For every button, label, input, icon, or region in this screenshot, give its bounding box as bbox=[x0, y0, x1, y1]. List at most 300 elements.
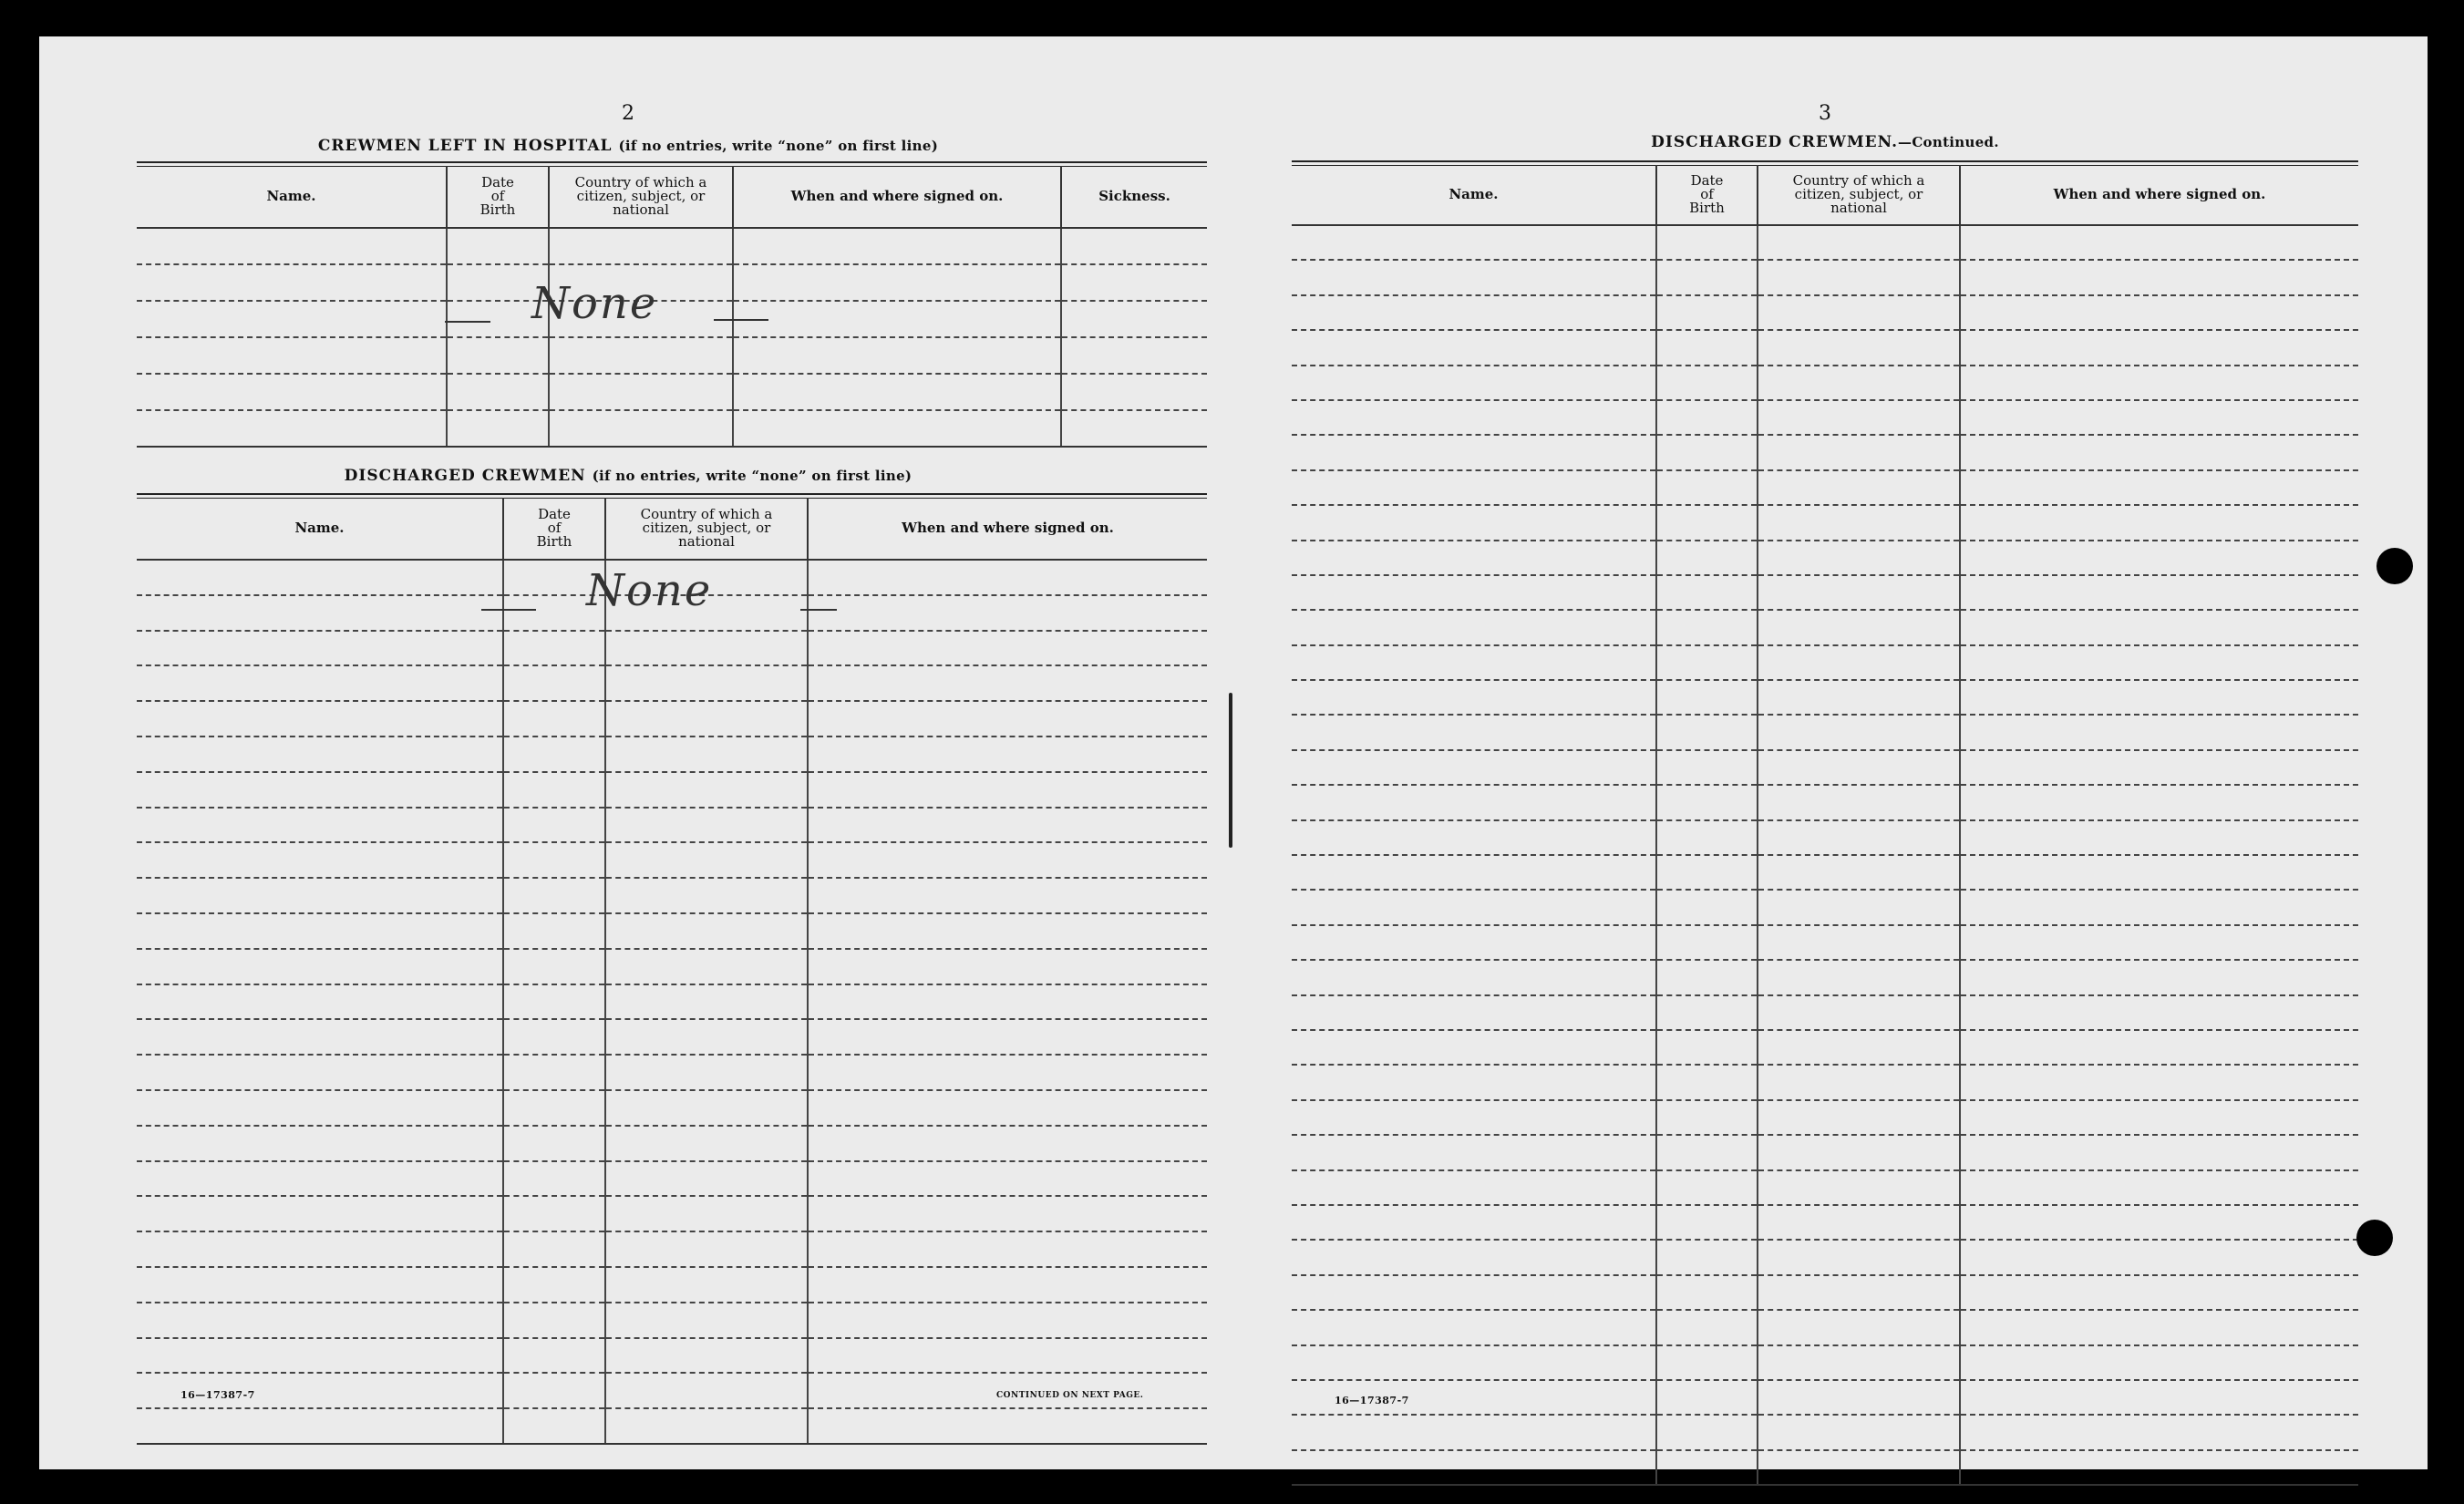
table-cell bbox=[1960, 1205, 2358, 1240]
table-cell bbox=[1960, 1380, 2358, 1415]
table-cell bbox=[808, 842, 1207, 878]
table-row bbox=[1292, 505, 2358, 540]
table-cell bbox=[808, 1338, 1207, 1374]
table-cell bbox=[1656, 1205, 1758, 1240]
table-cell bbox=[1656, 820, 1758, 855]
table-row bbox=[137, 374, 1207, 410]
table-cell bbox=[1656, 1415, 1758, 1449]
table-row bbox=[137, 1055, 1207, 1090]
table-cell bbox=[447, 374, 549, 410]
table-cell bbox=[808, 1303, 1207, 1338]
table-cell bbox=[137, 337, 447, 374]
table-cell bbox=[137, 264, 447, 301]
table-cell bbox=[1960, 610, 2358, 644]
table-cell bbox=[503, 1055, 605, 1090]
document-sheet bbox=[39, 36, 2428, 1469]
col-signed: When and where signed on. bbox=[1960, 165, 2358, 225]
table-cell bbox=[808, 1090, 1207, 1126]
table-cell bbox=[605, 1196, 808, 1231]
table-cell bbox=[1758, 995, 1960, 1030]
table-cell bbox=[808, 1161, 1207, 1197]
table-row bbox=[1292, 575, 2358, 610]
table-cell bbox=[808, 1019, 1207, 1055]
table-cell bbox=[605, 665, 808, 701]
table-row bbox=[1292, 925, 2358, 960]
table-cell bbox=[1656, 400, 1758, 435]
table-row bbox=[1292, 750, 2358, 785]
table-row bbox=[1292, 470, 2358, 505]
table-row bbox=[1292, 1380, 2358, 1415]
table-cell bbox=[1960, 1100, 2358, 1135]
table-cell bbox=[1758, 1310, 1960, 1344]
table-cell bbox=[808, 984, 1207, 1020]
table-cell bbox=[137, 410, 447, 447]
table-cell bbox=[1758, 575, 1960, 610]
table-cell bbox=[808, 1231, 1207, 1267]
table-cell bbox=[503, 772, 605, 808]
table-row bbox=[137, 631, 1207, 666]
table-cell bbox=[1292, 1065, 1656, 1099]
dash-mark bbox=[714, 319, 768, 321]
table-row bbox=[1292, 1415, 2358, 1449]
table-cell bbox=[137, 701, 503, 737]
table-cell bbox=[808, 1267, 1207, 1303]
table-cell bbox=[808, 595, 1207, 631]
hospital-note: (if no entries, write “none” on first line) bbox=[618, 138, 939, 154]
table-cell bbox=[1292, 1030, 1656, 1065]
hospital-rows bbox=[137, 228, 1207, 447]
table-cell bbox=[1656, 925, 1758, 960]
table-cell bbox=[605, 808, 808, 843]
table-cell bbox=[1960, 820, 2358, 855]
table-cell bbox=[1960, 1240, 2358, 1274]
table-cell bbox=[1292, 330, 1656, 365]
table-row bbox=[1292, 715, 2358, 749]
table-cell bbox=[1960, 1275, 2358, 1310]
table-cell bbox=[1758, 435, 1960, 469]
table-cell bbox=[733, 410, 1061, 447]
table-cell bbox=[1292, 541, 1656, 575]
table-cell bbox=[1960, 330, 2358, 365]
table-cell bbox=[1758, 1415, 1960, 1449]
table-cell bbox=[1758, 960, 1960, 994]
table-cell bbox=[137, 984, 503, 1020]
table-cell bbox=[137, 1231, 503, 1267]
fold-mark bbox=[1229, 693, 1232, 848]
table-cell bbox=[808, 560, 1207, 595]
table-cell bbox=[1656, 330, 1758, 365]
table-cell bbox=[1758, 645, 1960, 680]
table-row bbox=[1292, 680, 2358, 715]
table-cell bbox=[1758, 925, 1960, 960]
table-cell bbox=[1656, 1345, 1758, 1380]
table-cell bbox=[1292, 785, 1656, 819]
table-row bbox=[1292, 1030, 2358, 1065]
table-cell bbox=[1292, 750, 1656, 785]
table-cell bbox=[503, 665, 605, 701]
col-name: Name. bbox=[1292, 165, 1656, 225]
table-cell bbox=[1758, 820, 1960, 855]
table-cell bbox=[808, 1055, 1207, 1090]
form-code: 16—17387-7 bbox=[180, 1389, 255, 1401]
col-dob: Date of Birth bbox=[503, 498, 605, 560]
table-row bbox=[137, 878, 1207, 913]
table-row bbox=[1292, 1170, 2358, 1205]
table-cell bbox=[137, 737, 503, 772]
table-row bbox=[137, 228, 1207, 264]
table-cell bbox=[1960, 1030, 2358, 1065]
table-cell bbox=[605, 701, 808, 737]
table-cell bbox=[1292, 260, 1656, 294]
table-cell bbox=[1292, 715, 1656, 749]
table-cell bbox=[1656, 260, 1758, 294]
table-cell bbox=[1960, 715, 2358, 749]
table-row bbox=[137, 1090, 1207, 1126]
col-sickness: Sickness. bbox=[1061, 166, 1207, 228]
table-cell bbox=[137, 1267, 503, 1303]
table-cell bbox=[1292, 1345, 1656, 1380]
table-cell bbox=[1292, 1450, 1656, 1485]
table-cell bbox=[1758, 1380, 1960, 1415]
discharged-none-entry: None bbox=[586, 565, 713, 616]
table-row bbox=[137, 1196, 1207, 1231]
table-cell bbox=[1960, 575, 2358, 610]
table-cell bbox=[1758, 1135, 1960, 1169]
table-cell bbox=[605, 737, 808, 772]
punch-hole bbox=[2376, 548, 2413, 584]
table-cell bbox=[137, 665, 503, 701]
table-cell bbox=[1061, 264, 1207, 301]
table-cell bbox=[733, 264, 1061, 301]
table-cell bbox=[1292, 855, 1656, 890]
table-row bbox=[137, 665, 1207, 701]
col-dob: Date of Birth bbox=[1656, 165, 1758, 225]
table-cell bbox=[549, 374, 733, 410]
col-signed: When and where signed on. bbox=[808, 498, 1207, 560]
table-row bbox=[1292, 1100, 2358, 1135]
dash-mark bbox=[481, 609, 536, 611]
table-cell bbox=[549, 337, 733, 374]
table-cell bbox=[1960, 785, 2358, 819]
table-cell bbox=[1960, 1415, 2358, 1449]
table-cell bbox=[447, 410, 549, 447]
table-cell bbox=[733, 228, 1061, 264]
table-cell bbox=[1960, 750, 2358, 785]
table-row bbox=[137, 701, 1207, 737]
table-cell bbox=[1960, 890, 2358, 924]
table-cell bbox=[1292, 470, 1656, 505]
table-cell bbox=[1960, 1065, 2358, 1099]
table-row bbox=[137, 1338, 1207, 1374]
table-cell bbox=[1758, 366, 1960, 400]
table-cell bbox=[1292, 225, 1656, 260]
table-cell bbox=[1960, 225, 2358, 260]
table-cell bbox=[1656, 1135, 1758, 1169]
table-cell bbox=[1292, 435, 1656, 469]
table-cell bbox=[1960, 1135, 2358, 1169]
table-cell bbox=[503, 701, 605, 737]
dash-mark bbox=[800, 609, 837, 611]
table-cell bbox=[137, 1126, 503, 1161]
table-cell bbox=[808, 737, 1207, 772]
table-cell bbox=[1758, 225, 1960, 260]
table-cell bbox=[1758, 610, 1960, 644]
table-cell bbox=[137, 808, 503, 843]
table-cell bbox=[1758, 470, 1960, 505]
table-cell bbox=[137, 1338, 503, 1374]
table-cell bbox=[605, 1267, 808, 1303]
table-cell bbox=[137, 842, 503, 878]
table-row bbox=[137, 949, 1207, 984]
table-row bbox=[1292, 785, 2358, 819]
table-cell bbox=[1656, 575, 1758, 610]
table-cell bbox=[1292, 1205, 1656, 1240]
table-cell bbox=[1292, 1415, 1656, 1449]
table-cell bbox=[605, 1126, 808, 1161]
table-cell bbox=[1061, 374, 1207, 410]
table-cell bbox=[1758, 1240, 1960, 1274]
table-cell bbox=[733, 374, 1061, 410]
table-row bbox=[137, 301, 1207, 337]
table-row bbox=[137, 913, 1207, 949]
table-cell bbox=[1292, 1310, 1656, 1344]
table-cell bbox=[1960, 366, 2358, 400]
table-cell bbox=[1960, 435, 2358, 469]
table-cell bbox=[503, 808, 605, 843]
table-cell bbox=[447, 228, 549, 264]
table-cell bbox=[605, 984, 808, 1020]
table-cell bbox=[1758, 680, 1960, 715]
table-cell bbox=[1758, 1170, 1960, 1205]
table-cell bbox=[549, 228, 733, 264]
table-cell bbox=[1656, 855, 1758, 890]
right-title-suffix: —Continued. bbox=[1898, 134, 1999, 150]
right-rows bbox=[1292, 225, 2358, 1485]
table-cell bbox=[1656, 366, 1758, 400]
table-cell bbox=[1960, 505, 2358, 540]
table-cell bbox=[1960, 295, 2358, 330]
table-cell bbox=[1758, 541, 1960, 575]
table-cell bbox=[808, 878, 1207, 913]
table-cell bbox=[503, 913, 605, 949]
table-row bbox=[1292, 1240, 2358, 1274]
right-title: DISCHARGED CREWMEN. bbox=[1651, 133, 1899, 151]
col-country: Country of which a citizen, subject, or national bbox=[549, 166, 733, 228]
table-cell bbox=[503, 1019, 605, 1055]
table-cell bbox=[1292, 960, 1656, 994]
discharged-rows bbox=[137, 560, 1207, 1444]
table-row bbox=[137, 410, 1207, 447]
table-cell bbox=[808, 772, 1207, 808]
table-cell bbox=[605, 949, 808, 984]
table-cell bbox=[605, 1303, 808, 1338]
table-cell bbox=[1656, 995, 1758, 1030]
table-cell bbox=[1061, 410, 1207, 447]
table-cell bbox=[733, 337, 1061, 374]
table-cell bbox=[1656, 1170, 1758, 1205]
table-cell bbox=[605, 1373, 808, 1408]
table-cell bbox=[503, 1231, 605, 1267]
table-cell bbox=[1292, 1135, 1656, 1169]
col-name: Name. bbox=[137, 498, 503, 560]
table-row bbox=[137, 1408, 1207, 1444]
table-row bbox=[137, 808, 1207, 843]
table-cell bbox=[1292, 366, 1656, 400]
table-cell bbox=[1960, 1345, 2358, 1380]
table-cell bbox=[137, 228, 447, 264]
table-cell bbox=[1656, 1380, 1758, 1415]
table-cell bbox=[808, 913, 1207, 949]
col-country: Country of which a citizen, subject, or national bbox=[605, 498, 808, 560]
table-cell bbox=[1292, 1100, 1656, 1135]
col-signed: When and where signed on. bbox=[733, 166, 1061, 228]
table-cell bbox=[1960, 541, 2358, 575]
table-row bbox=[137, 772, 1207, 808]
table-cell bbox=[1292, 295, 1656, 330]
table-cell bbox=[503, 949, 605, 984]
table-cell bbox=[549, 410, 733, 447]
hospital-table bbox=[137, 166, 1207, 448]
table-cell bbox=[1656, 541, 1758, 575]
table-cell bbox=[503, 1373, 605, 1408]
table-row bbox=[1292, 1450, 2358, 1485]
table-cell bbox=[1292, 1240, 1656, 1274]
table-cell bbox=[1758, 785, 1960, 819]
table-row bbox=[137, 842, 1207, 878]
table-cell bbox=[1292, 505, 1656, 540]
table-cell bbox=[1758, 1100, 1960, 1135]
table-cell bbox=[1656, 505, 1758, 540]
table-cell bbox=[1656, 470, 1758, 505]
table-cell bbox=[137, 878, 503, 913]
table-cell bbox=[137, 595, 503, 631]
form-code: 16—17387-7 bbox=[1335, 1395, 1409, 1406]
table-cell bbox=[1758, 295, 1960, 330]
table-cell bbox=[137, 301, 447, 337]
table-cell bbox=[1758, 1205, 1960, 1240]
table-row bbox=[1292, 960, 2358, 994]
table-cell bbox=[605, 842, 808, 878]
table-row bbox=[137, 1161, 1207, 1197]
page-number: 2 bbox=[622, 102, 634, 125]
hospital-none-entry: None bbox=[531, 278, 658, 329]
table-row bbox=[1292, 1205, 2358, 1240]
table-cell bbox=[1758, 715, 1960, 749]
table-cell bbox=[1960, 260, 2358, 294]
table-cell bbox=[1292, 1275, 1656, 1310]
table-cell bbox=[1960, 1170, 2358, 1205]
table-cell bbox=[503, 1303, 605, 1338]
table-cell bbox=[1061, 228, 1207, 264]
table-cell bbox=[605, 1231, 808, 1267]
table-cell bbox=[1061, 301, 1207, 337]
punch-hole bbox=[2356, 1220, 2393, 1256]
table-cell bbox=[1656, 1275, 1758, 1310]
table-row bbox=[1292, 995, 2358, 1030]
table-cell bbox=[1960, 470, 2358, 505]
table-row bbox=[1292, 1345, 2358, 1380]
table-cell bbox=[503, 1196, 605, 1231]
table-cell bbox=[1758, 505, 1960, 540]
table-cell bbox=[808, 949, 1207, 984]
discharged-title: DISCHARGED CREWMEN bbox=[344, 467, 586, 485]
table-cell bbox=[1758, 260, 1960, 294]
table-cell bbox=[733, 301, 1061, 337]
table-cell bbox=[1292, 1170, 1656, 1205]
table-cell bbox=[1292, 680, 1656, 715]
table-cell bbox=[137, 949, 503, 984]
table-row bbox=[137, 1267, 1207, 1303]
table-cell bbox=[808, 665, 1207, 701]
table-cell bbox=[137, 1161, 503, 1197]
table-cell bbox=[1656, 750, 1758, 785]
table-cell bbox=[1656, 1450, 1758, 1485]
table-cell bbox=[137, 560, 503, 595]
table-row bbox=[1292, 366, 2358, 400]
right-section-title bbox=[1292, 133, 2358, 151]
table-cell bbox=[503, 842, 605, 878]
table-cell bbox=[605, 1408, 808, 1444]
table-row bbox=[137, 1126, 1207, 1161]
table-row bbox=[1292, 295, 2358, 330]
table-cell bbox=[1960, 645, 2358, 680]
table-cell bbox=[1292, 995, 1656, 1030]
discharged-section-title bbox=[94, 467, 1162, 485]
table-cell bbox=[605, 1338, 808, 1374]
table-cell bbox=[137, 1055, 503, 1090]
table-cell bbox=[1292, 890, 1656, 924]
table-cell bbox=[137, 631, 503, 666]
table-row bbox=[137, 337, 1207, 374]
table-cell bbox=[1758, 330, 1960, 365]
table-cell bbox=[605, 1055, 808, 1090]
table-cell bbox=[1656, 785, 1758, 819]
table-row bbox=[1292, 1065, 2358, 1099]
table-cell bbox=[503, 1161, 605, 1197]
table-cell bbox=[1758, 1030, 1960, 1065]
table-cell bbox=[137, 1303, 503, 1338]
table-cell bbox=[605, 878, 808, 913]
table-cell bbox=[503, 1267, 605, 1303]
table-cell bbox=[1960, 400, 2358, 435]
table-cell bbox=[1656, 435, 1758, 469]
table-cell bbox=[605, 772, 808, 808]
table-row bbox=[1292, 330, 2358, 365]
table-cell bbox=[1960, 1450, 2358, 1485]
table-cell bbox=[1960, 960, 2358, 994]
table-row bbox=[1292, 400, 2358, 435]
table-row bbox=[1292, 1275, 2358, 1310]
table-cell bbox=[1758, 890, 1960, 924]
table-cell bbox=[808, 1126, 1207, 1161]
discharged-note: (if no entries, write “none” on first line) bbox=[592, 468, 912, 484]
table-cell bbox=[605, 1019, 808, 1055]
table-cell bbox=[605, 1090, 808, 1126]
table-row bbox=[1292, 225, 2358, 260]
table-cell bbox=[808, 1408, 1207, 1444]
table-cell bbox=[1292, 575, 1656, 610]
table-cell bbox=[1960, 1310, 2358, 1344]
table-cell bbox=[808, 631, 1207, 666]
continued-note: CONTINUED ON NEXT PAGE. bbox=[996, 1391, 1144, 1400]
table-cell bbox=[137, 772, 503, 808]
table-cell bbox=[605, 913, 808, 949]
table-cell bbox=[503, 1090, 605, 1126]
table-cell bbox=[1656, 1030, 1758, 1065]
table-row bbox=[1292, 645, 2358, 680]
table-cell bbox=[1292, 610, 1656, 644]
table-cell bbox=[1292, 645, 1656, 680]
